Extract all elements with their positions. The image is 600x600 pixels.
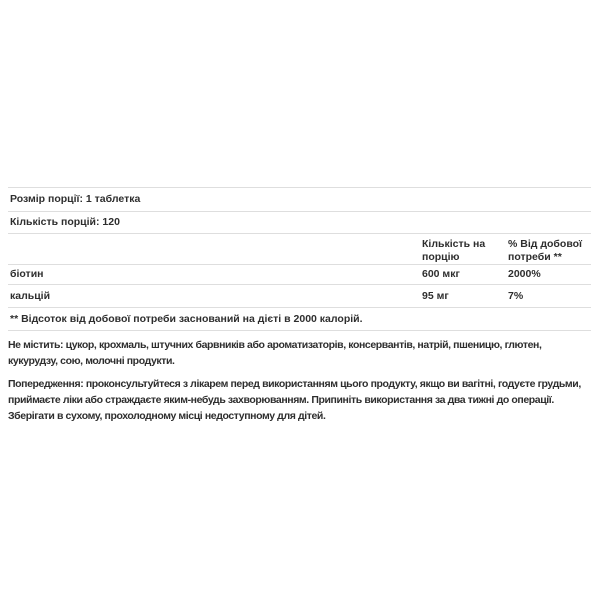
does-not-contain-text: Не містить: цукор, крохмаль, штучних барвників або ароматизаторів, консервантів, натрій, пшеницю, глютен, кукурудзу, сою, молочні продукти. [8,339,542,367]
daily-value-footnote: ** Відсоток від добової потреби заснований на дієті в 2000 калорій. [8,307,591,331]
nutrient-daily-value: 2000% [508,268,541,280]
supplement-facts-section [8,187,591,331]
serving-size-text: Розмір порції: 1 таблетка [10,193,141,205]
servings-count-text: Кількість порцій: 120 [10,216,120,228]
nutrient-amount: 95 мг [422,290,449,302]
nutrient-name: біотин [10,268,44,280]
nutrient-name: кальцій [10,290,51,302]
serving-size-row [8,187,591,211]
column-header-daily-value: % Від добової потреби ** [508,238,582,263]
column-header-spacer [10,238,422,264]
nutrient-amount: 600 мкг [422,268,460,280]
table-row-calcium [8,284,591,307]
table-header-row [8,233,591,264]
servings-count-row [8,211,591,233]
column-header-amount: Кількість на порцію [422,238,486,263]
table-row-biotin [8,264,591,284]
warning-text: Попередження: проконсультуйтеся з лікарем перед використанням цього продукту, якщо ви вагітні, годуєте грудьми, приймаєте ліки або страждаєте яким-небудь захворюванням. Припиніть використання за два тижні до операції. Зберігати в сухому, прохолодному місці недоступному для дітей. [8,378,581,422]
nutrient-daily-value: 7% [508,290,524,302]
